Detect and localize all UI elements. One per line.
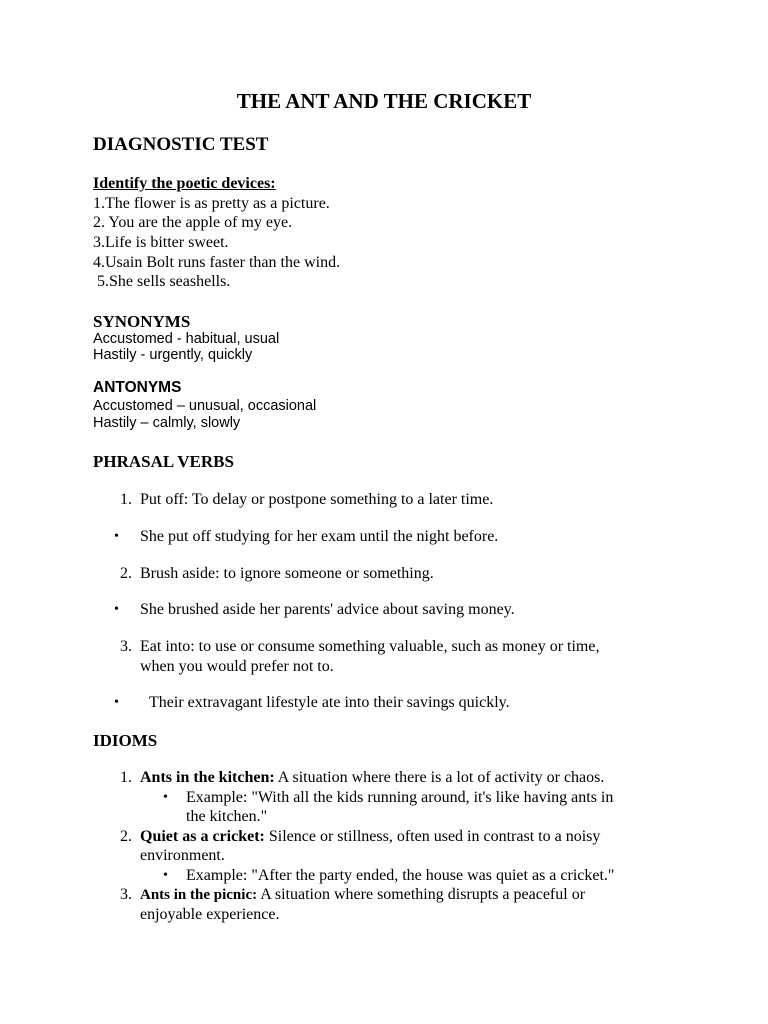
idiom-item-number: 3. <box>120 886 132 903</box>
idiom-term: Quiet as a cricket: <box>140 828 265 845</box>
idiom-example-continued: the kitchen." <box>186 808 268 825</box>
idiom-meaning: Silence or stillness, often used in contrast to a noisy <box>264 828 601 845</box>
phrasal-definition-continued: when you would prefer not to. <box>140 658 334 675</box>
synonyms-heading: SYNONYMS <box>93 312 191 331</box>
idiom-term: Ants in the kitchen: <box>140 769 275 786</box>
idiom-definition-continued: environment. <box>140 847 225 864</box>
phrasal-item-number: 1. <box>120 491 132 508</box>
idiom-meaning: A situation where something disrupts a peaceful or <box>257 886 586 903</box>
phrasal-definition: Brush aside: to ignore someone or something. <box>140 565 434 582</box>
idiom-item-number: 1. <box>120 769 132 786</box>
idiom-example: Example: "With all the kids running around, it's like having ants in <box>186 789 614 806</box>
synonym-item: Hastily - urgently, quickly <box>93 347 253 363</box>
phrasal-definition: Put off: To delay or postpone something to a later time. <box>140 491 494 508</box>
phrasal-verbs-heading: PHRASAL VERBS <box>93 452 234 471</box>
phrasal-example: Their extravagant lifestyle ate into their savings quickly. <box>149 694 510 711</box>
phrasal-item-number: 3. <box>120 638 132 655</box>
idiom-term: Ants in the picnic: <box>140 887 258 903</box>
idiom-definition <box>140 886 585 904</box>
diagnostic-item: 1.The flower is as pretty as a picture. <box>93 195 330 212</box>
phrasal-example: She brushed aside her parents' advice about saving money. <box>140 601 515 618</box>
antonym-item: Hastily – calmly, slowly <box>93 415 241 431</box>
antonym-item: Accustomed – unusual, occasional <box>93 398 317 414</box>
antonyms-heading: ANTONYMS <box>93 379 182 396</box>
diagnostic-item: 2. You are the apple of my eye. <box>93 214 293 231</box>
idiom-item-number: 2. <box>120 828 132 845</box>
synonym-item: Accustomed - habitual, usual <box>93 331 280 347</box>
idiom-definition <box>140 828 600 846</box>
bullet-icon: • <box>114 695 119 710</box>
bullet-icon: • <box>114 529 119 544</box>
diagnostic-heading: DIAGNOSTIC TEST <box>93 134 269 155</box>
idiom-definition-continued: enjoyable experience. <box>140 906 280 923</box>
document-title: THE ANT AND THE CRICKET <box>236 89 532 113</box>
bullet-icon: • <box>114 602 119 617</box>
phrasal-item-number: 2. <box>120 565 132 582</box>
phrasal-example: She put off studying for her exam until the night before. <box>140 528 499 545</box>
idiom-definition <box>140 769 604 787</box>
idioms-heading: IDIOMS <box>93 731 158 750</box>
diagnostic-item: 3.Life is bitter sweet. <box>93 234 229 251</box>
diagnostic-item: 5.She sells seashells. <box>93 273 231 290</box>
idiom-meaning: A situation where there is a lot of activity or chaos. <box>274 769 605 786</box>
diagnostic-item: 4.Usain Bolt runs faster than the wind. <box>93 254 341 271</box>
phrasal-definition: Eat into: to use or consume something valuable, such as money or time, <box>140 638 600 655</box>
bullet-icon: • <box>163 790 168 805</box>
poetic-devices-instruction: Identify the poetic devices: <box>93 175 276 192</box>
bullet-icon: • <box>163 868 168 883</box>
idiom-example: Example: "After the party ended, the house was quiet as a cricket." <box>186 867 615 884</box>
